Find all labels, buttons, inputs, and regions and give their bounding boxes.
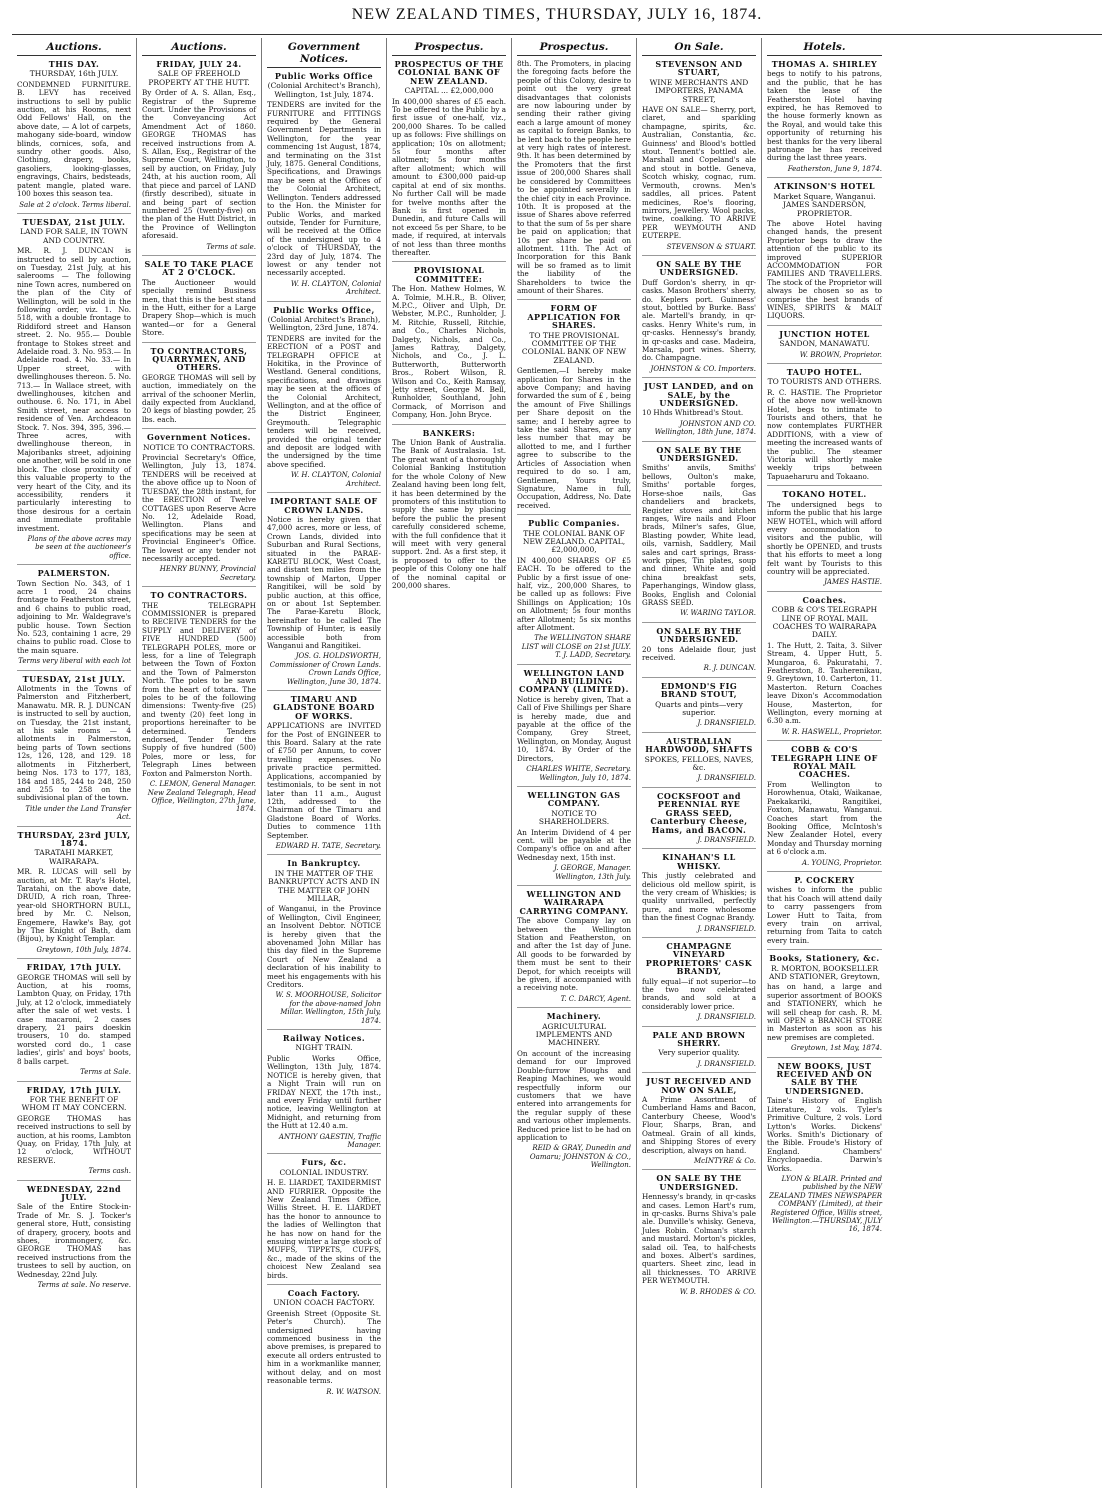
ad-title: PROVISIONAL COMMITTEE:	[413, 265, 485, 284]
ad-body: This justly celebrated and delicious old mellow spirit, is the very cream of Whiskies; is quality unrivalled, perfectly pure, and more wholesome than the finest Cognac Brandy.	[642, 871, 756, 923]
ad-body: GEORGE THOMAS will sell by Auction, at his rooms, Lambton Quay, on Friday, 17th July, at 12 o'clock, immediately after the sale of wet vests. 1 case macaroni, 2 cases drapery, 21 pairs doeskin trousers, 10 do. stamped worsted cord do., 1 case ladies', girls' and boys' boots, 8 balls carpet.	[17, 972, 131, 1066]
ad-divider	[17, 564, 131, 565]
ad-signature: Title under the Land Transfer Act.	[25, 804, 131, 822]
ad-subtitle: COLONIAL INDUSTRY.	[279, 1167, 369, 1177]
ad-title: Furs, &c.	[301, 1157, 347, 1168]
ad-divider	[642, 441, 756, 442]
ad-subtitle: TO TOURISTS AND OTHERS.	[767, 377, 882, 387]
advertisement	[17, 675, 131, 822]
ad-body: A Prime Assortment of Cumberland Hams and Bacon, Canterbury Cheese, Wood's Flour, Sharps, Bran, and Oatmeal. Grain of all kinds, and Shipping Stores of every description, always on hand.	[642, 1095, 756, 1155]
column-4	[387, 38, 512, 1488]
ad-subtitle: Quarts and pints—very superior.	[655, 699, 743, 718]
ad-subtitle: (Colonial Architect's Branch), Wellington, 23rd June, 1874.	[267, 314, 381, 333]
ad-title: FRIDAY, JULY 24.	[156, 59, 242, 69]
ad-title: COCKSFOOT and PERENNIAL RYE GRASS SEED, Canterbury Cheese, Hams, and BACON.	[650, 790, 748, 835]
advertisement	[267, 1289, 381, 1396]
ad-divider	[767, 949, 882, 950]
advertisement	[642, 942, 756, 1022]
ad-divider	[767, 740, 882, 741]
advertisement	[267, 1034, 381, 1149]
ad-signature: LYON & BLAIR. Printed and published by the NEW ZEALAND TIMES NEWSPAPER COMPANY (Limited), at their Registered Office, Willis street, Wellington.—THURSDAY, JULY 16, 1874.	[769, 1174, 882, 1234]
ad-title: Public Companies.	[528, 518, 620, 529]
ad-body: H. E. LIARDET, TAXIDERMIST AND FURRIER. Opposite the New Zealand Times Office, Willis Street. H. E. LIARDET has the honor to announce to the ladies of Wellington that he has now on hand for the ensuing winter a large stock of MUFFS, TIPPETS, CUFFS, &c., made of the skins of the choicest New Zealand sea birds.	[267, 1178, 381, 1280]
ad-title: Coach Factory.	[287, 1288, 361, 1299]
ad-signature: T. C. DARCY, Agent.	[560, 994, 631, 1003]
ad-title: STEVENSON AND STUART,	[655, 59, 743, 78]
ad-body: fully equal—if not superior—to the two now celebrated brands, and sold at a considerably lower price.	[642, 976, 756, 1011]
advertisement	[517, 60, 631, 295]
ad-subtitle: NIGHT TRAIN.	[295, 1043, 353, 1053]
ad-body: MR. R. J. DUNCAN is instructed to sell by auction, on Tuesday, 21st July, at his salerooms — The following nine Town acres, numbered on the plan of the City of Wellington, will be sold in the following order, viz. 1. No. 518, with a double frontage to Riddiford street and Hanson street. 2. No. 955.— Double frontage to Stokes street and Adelaide road. 3. No. 953.— In Adelaide road. 4. No. 33.— In Upper street, with dwellinghouses thereon. 5. No. 713.— In Wallace street, with dwellinghouses, kitchen and outhouse. 6. No. 171, in Abel Smith street, near access to residence of Ven. Archdeacon Stock. 7. Nos. 394, 395, 396.— Three acres, with dwellinghouse thereon, in Majoribanks street, adjoining one another, will be sold in one block. The close proximity of this valuable property to the very heart of the City, and its accessibility, renders it particularly interesting to those desirous for a certain and immediate profitable investment.	[17, 246, 131, 533]
ad-signature: Terms at sale. No reserve.	[37, 1281, 131, 1290]
ad-body: From Wellington to Horowhenua, Otaki, Waikanae, Paekakariki, Rangitikei, Foxton, Manawatu, Wanganui. Coaches start from the Booking Office, McIntosh's New Zealander Hotel, every Monday and Thursday morning at 6 o'clock a.m.	[767, 779, 882, 857]
ad-divider	[642, 677, 756, 678]
ad-body: Allotments in the Towns of Palmerston and Fitzherbert, Manawatu. MR. R. J. DUNCAN is instructed to sell by auction, on Tuesday, the 21st instant, at his sale rooms — 4 allotments in Palmerston, being parts of Town sections 12s, 126, 128, and 129. 18 allotments in Fitzherbert, being Nos. 173 to 177, 183, 184 and 185, 244 to 248, 250 and 255 to 258 on the subdivisional plan of the town.	[17, 684, 131, 803]
ad-title: ON SALE BY THE UNDERSIGNED.	[656, 444, 742, 464]
ad-title: JUST LANDED, and on SALE, by the UNDERSIGNED.	[644, 381, 754, 409]
ad-signature: Plans of the above acres may be seen at the auctioneer's office.	[27, 534, 131, 560]
ad-subtitle: TARATAHI MARKET, WAIRARAPA.	[34, 848, 114, 866]
ad-signature: C. LEMON, General Manager. New Zealand Telegraph, Head Office, Wellington, 27th June, 1874.	[147, 780, 256, 814]
ad-divider	[642, 848, 756, 849]
ad-divider	[142, 586, 256, 587]
ad-divider	[267, 301, 381, 302]
ad-divider	[642, 937, 756, 938]
section-heading: Prospectus.	[392, 38, 506, 56]
ad-signature: Greytown, 1st May, 1874.	[791, 1044, 882, 1053]
advertisement	[642, 1031, 756, 1069]
ad-body: 1. The Hutt, 2. Taita, 3. Silver Stream, 4. Upper Hutt, 5. Mungaroa, 6. Pakuratahi, 7. Featherston, 8. Tauherenikau, 9. Greytown, 10. Carterton, 11. Masterton. Return Coaches leave Dixon's Accommodation House, Masterton, for Wellington, every morning at 6.30 a.m.	[767, 640, 882, 726]
ad-divider	[517, 1007, 631, 1008]
advertisement	[392, 266, 506, 419]
ad-body: Provincial Secretary's Office, Wellington, July 13, 1874. TENDERS will be received at the above office up to Noon of TUESDAY, the 28th instant, for the ERECTION of Twelve COTTAGES upon Reserve Acre No. 12, Adelaide Road, Wellington. Plans and specifications may be seen at Provincial Engineer's Office. The lowest or any tender not necessarily accepted.	[142, 453, 256, 563]
ad-signature: W. WARING TAYLOR.	[680, 609, 756, 618]
ad-body: Smiths' anvils, Smiths' bellows, Oulton's make, Smiths' portable forges, Horse-shoe nails, Gas chandeliers and brackets, Register stoves and kitchen ranges, Wire nails and Floor brads, Milner's safes, Glue, Blasting powder, White lead, oils, varnish, Saddlery, Mail sales and cart springs, Brass-work pipes, Tin plates, soup and dinner, White and gold china breakfast sets, Paperhangings, Window glass, Books, English and Colonial GRASS SEED.	[642, 463, 756, 607]
advertisement	[517, 669, 631, 782]
ad-divider	[767, 485, 882, 486]
ad-divider	[17, 1180, 131, 1181]
ad-body: In 400,000 shares of £5 each. To be offered to the Public by a first issue of one-half, viz., 200,000 Shares. To be called up as follows: Five shillings on application; 10s on allotment; 5s four months after allotment; 5s four months after allotment; which will amount to £300,000 paid-up capital at end of six months. No further Call will be made for twelve months after the Bank is first opened in Dunedin, and future Calls will not exceed 5s per Share, to be made, if required, at intervals of not less than three months thereafter.	[392, 96, 507, 257]
advertisement	[642, 792, 756, 844]
column-1	[12, 38, 137, 1488]
column-2	[137, 38, 262, 1488]
ad-divider	[642, 1169, 756, 1170]
ad-subtitle: UNION COACH FACTORY.	[273, 1298, 375, 1308]
ad-title: Railway Notices.	[282, 1033, 366, 1044]
ad-body: The above Company lay on between the Wellington Station and Featherston, on and after the 1st day of June. All goods to be forwarded by them must be sent to their Depot, for which receipts will be given, if accompanied with a receiving note.	[517, 916, 631, 993]
ad-signature: Sale at 2 o'clock. Terms liberal.	[19, 200, 131, 209]
ad-signature: Featherston, June 9, 1874.	[787, 164, 882, 173]
ad-signature: A. YOUNG, Proprietor.	[802, 858, 882, 867]
column-7	[762, 38, 887, 1488]
ad-divider	[767, 591, 882, 592]
advertisement	[767, 876, 882, 945]
ad-signature: W. H. CLAYTON, Colonial Architect.	[290, 279, 381, 297]
ad-subtitle: SALE OF FREEHOLD PROPERTY AT THE HUTT.	[148, 69, 250, 87]
advertisement	[17, 831, 131, 955]
section-heading: Hotels.	[767, 38, 882, 56]
ad-divider	[517, 299, 631, 300]
ad-body: TENDERS are invited for the ERECTION of a POST and TELEGRAPH OFFICE at Hokitika, in the Province of Westland. General conditions, specifications, and drawings may be seen at the offices of the Colonial Architect, Wellington, and at the office of the District Engineer, Greymouth. Telegraphic tenders will be received, provided the original tender and deposit are lodged with the undersigned by the time above specified.	[267, 333, 381, 469]
ad-body: TENDERS are invited for the FURNITURE and FITTINGS required by the General Government Departments in Wellington, for the year commencing 1st August, 1874, and terminating on the 31st July, 1875. General Conditions, Specifications, and Drawings may be seen at the Offices of the Colonial Architect, Wellington. Tenders addressed to the Hon. the Minister for Public Works, and marked outside, Tender for Furniture, will be received at the Office of the undersigned up to 4 o'clock of THURSDAY, the 23rd day of July, 1874. The lowest or any tender not necessarily accepted.	[267, 100, 381, 278]
ad-divider	[267, 690, 381, 691]
ad-subtitle: SANDON, MANAWATU.	[779, 339, 870, 349]
advertisement	[392, 60, 506, 257]
ad-signature: Terms very liberal with each lot	[18, 657, 131, 666]
ad-divider	[267, 1153, 381, 1154]
ad-signature: JOS. G. HOLDSWORTH, Commissioner of Crown Lands. Crown Lands Office, Wellington, June 30, 1874.	[269, 652, 381, 686]
advertisement	[517, 304, 631, 510]
ad-title: THURSDAY, 23rd JULY, 1874.	[17, 829, 131, 848]
ad-title: KINAHAN'S LL WHISKY.	[662, 852, 736, 871]
advertisement	[267, 1158, 381, 1280]
ad-title: PALE AND BROWN SHERRY.	[652, 1029, 746, 1049]
ad-title: WELLINGTON AND WAIRARAPA CARRYING COMPANY.	[519, 888, 629, 916]
advertisement	[517, 1012, 631, 1169]
advertisement	[767, 745, 882, 867]
ad-divider	[267, 1284, 381, 1285]
advertisement	[642, 1077, 756, 1165]
advertisement	[767, 60, 882, 173]
ad-body: Duff Gordon's sherry, in qr-casks. Mason Brothers' sherry, do. Keplers port. Guinness' stout, bottled by Burke. Bass' ale. Martell's brandy, in qr-casks. Henry White's rum, in qr-casks. Hennessy's brandy, in qr-casks and case. Madeira, Marsala, port wines. Sherry, do. Champagne.	[642, 277, 756, 363]
ad-title: EDMOND'S FIG BRAND STOUT,	[660, 680, 738, 700]
ad-signature: JOHNSTON & CO. Importers.	[650, 364, 756, 373]
ad-signature: W. B. RHODES & CO.	[679, 1287, 756, 1296]
ad-signature: JAMES HASTIE.	[824, 578, 882, 587]
ad-body: The above Hotel having changed hands, the present Proprietor begs to draw the attention of the public to its improved SUPERIOR ACCOMMODATION FOR FAMILIES AND TRAVELLERS. The stock of the Proprietor will always be chosen so as to comprise the best brands of WINES, SPIRITS & MALT LIQUORS.	[767, 218, 882, 321]
ad-signature: J. DRANSFIELD.	[697, 1013, 756, 1022]
ad-title: Public Works Office,	[273, 304, 375, 315]
ad-divider	[267, 492, 381, 493]
ad-signature: ANTHONY GAESTIN, Traffic Manager.	[278, 1132, 381, 1149]
ad-title: NEW BOOKS, JUST RECEIVED AND ON SALE BY THE UNDERSIGNED.	[776, 1060, 873, 1096]
ad-body: The Union Bank of Australia. The Bank of Australasia. 1st. The great want of a thoroughly Colonial Banking Institution for the whole Colony of New Zealand having been long felt, it has been determined by the promoters of this institution to supply the same by placing before the public the present carefully considered scheme, with the full confidence that it will meet with very general support. 2nd. As a first step, it is proposed to offer to the people of this Colony one half of the nominal capital or 200,000 shares.	[392, 438, 506, 590]
ad-signature: REID & GRAY, Dunedin and Oamaru; JOHNSTON & CO., Wellington.	[529, 1144, 631, 1170]
ad-title: THIS DAY.	[48, 59, 100, 69]
advertisement	[517, 519, 631, 660]
ad-subtitle: WINE MERCHANTS AND IMPORTERS, PANAMA STREET,	[649, 77, 749, 104]
ad-divider	[392, 424, 506, 425]
ad-title: TAUPO HOTEL.	[786, 367, 863, 377]
advertisement	[142, 347, 256, 425]
section-heading: Government Notices.	[267, 38, 381, 68]
ad-subtitle: THURSDAY, 16th JULY.	[29, 69, 119, 79]
ad-body: Notice is hereby given, That a Call of Five Shillings per Share is hereby made, due and payable at the office of the Company, Grey Street, Wellington, on Monday, August 10, 1874. By Order of the Directors,	[517, 694, 631, 763]
advertisement	[642, 627, 756, 673]
ad-body: R. C. HASTIE. The Proprietor of the above now well-known Hotel, begs to intimate to Tourists and others, that he now contemplates FURTHER ADDITIONS, with a view of meeting the increased wants of the public. The steamer Victoria will shortly make weekly trips between Tapuaeharuru and Tokaano.	[767, 387, 882, 481]
advertisement	[17, 569, 131, 665]
ad-subtitle: NOTICE TO CONTRACTORS.	[142, 442, 256, 452]
advertisement	[267, 306, 381, 489]
section-heading: Auctions.	[17, 38, 131, 56]
ad-signature: The WELLINGTON SHARE LIST will CLOSE on 21st JULY. T. J. LADD, Secretary.	[521, 634, 631, 660]
ad-body: Notice is hereby given that 47,000 acres, more or less, of Crown Lands, divided into Suburban and Rural Sections, situated in the PARAE-KARETU BLOCK, West Coast, and distant ten miles from the township of Marton, Upper Rangitikei, will be sold by public auction, at this office, on or about 1st September. The Parae-Karetu Block, hereinafter to be called The Township of Hunter, is easily accessible both from Wanganui and Rangitikei.	[267, 514, 381, 650]
ad-body: GEORGE THOMAS will sell by auction, immediately on the arrival of the schooner Merlin, daily expected from Auckland, 20 kegs of blasting powder, 25 lbs. each.	[142, 372, 256, 424]
advertisement	[267, 859, 381, 1025]
ad-body: The undersigned begs to inform the public that his large NEW HOTEL, which will afford every accommodation to visitors and the public, will shortly be OPENED, and trusts that his efforts to meet a long felt want by Tourists to this country will be appreciated.	[767, 499, 882, 576]
newspaper-columns	[12, 38, 1102, 1488]
ad-title: PALMERSTON.	[37, 568, 111, 579]
advertisement	[142, 260, 256, 338]
ad-signature: Terms cash.	[88, 1167, 131, 1176]
ad-body: of Wanganui, in the Province of Wellington, Civil Engineer, an Insolvent Debtor. NOTICE is hereby given that the abovenamed John Millar has this day filed in the Supreme Court of New Zealand a declaration of his inability to meet his engagements with his Creditors.	[267, 904, 381, 990]
ad-signature: W. BROWN, Proprietor.	[799, 350, 882, 359]
ad-title: ON SALE BY THE UNDERSIGNED.	[656, 625, 742, 645]
ad-divider	[517, 514, 631, 515]
advertisement	[17, 1185, 131, 1290]
advertisement	[392, 429, 506, 591]
advertisement	[767, 182, 882, 321]
ad-title: ON SALE BY THE UNDERSIGNED.	[656, 258, 742, 278]
ad-title: THOMAS A. SHIRLEY	[771, 59, 878, 69]
ad-divider	[517, 885, 631, 886]
ad-title: PROSPECTUS OF THE COLONIAL BANK OF NEW ZEALAND.	[394, 59, 504, 86]
column-3	[262, 38, 387, 1488]
ad-title: BANKERS:	[422, 427, 476, 438]
ad-title: TO CONTRACTORS.	[150, 590, 248, 601]
ad-signature: J. DRANSFIELD.	[697, 835, 756, 844]
ad-divider	[642, 1026, 756, 1027]
ad-subtitle: AGRICULTURAL IMPLEMENTS AND MACHINERY.	[535, 1021, 613, 1048]
ad-body: Greenish Street (Opposite St. Peter's Church). The undersigned having commenced business in the above premises, is prepared to execute all orders entrusted to him in a workmanlike manner, without delay, and on most reasonable terms.	[267, 1308, 381, 1386]
advertisement	[767, 596, 882, 737]
advertisement	[517, 890, 631, 1003]
advertisement	[142, 60, 256, 251]
advertisement	[767, 954, 882, 1052]
ad-title: P. COCKERY	[794, 874, 855, 885]
ad-divider	[17, 1081, 131, 1082]
ad-body: Taine's History of English Literature, 2 vols. Tyler's Primitive Culture, 2 vols. Lord Lytton's Works. Dickens' Works. Smith's Dictionary of the Bible. Froude's History of England. Chambers' Encyclopaedia. Darwin's Works.	[767, 1096, 882, 1173]
ad-divider	[642, 622, 756, 623]
ad-body: 8th. The Promoters, in placing the foregoing facts before the people of this Colony, desire to point out the very great disadvantages that colonists are now labouring under by sending their rather giving each a large amount of money as capital to foreign Banks, to be lent back to the people here at very high rates of interest. 9th. It has been determined by the Promoters that the first issue of 200,000 Shares shall be considered by Committees to be appointed severally in the chief city in each Province. 10th. It is proposed at the issue of Shares above referred to that the sum of 5s per share be paid on application; that 10s per share be paid on allotment. 11th. The Act of Incorporation for this Bank will be so framed as to limit the liability of the Shareholders to twice the amount of their Shares.	[517, 59, 631, 295]
section-heading: On Sale.	[642, 38, 756, 56]
ad-subtitle: Market Square, Wanganui. JAMES SANDERSON, PROPRIETOR.	[773, 191, 876, 218]
ad-signature: W. S. MOORHOUSE, Solicitor for the above-named John Millar. Wellington, 15th July, 1874.	[275, 991, 381, 1025]
ad-divider	[767, 1057, 882, 1058]
ad-title: ON SALE BY THE UNDERSIGNED.	[656, 1173, 742, 1192]
ad-body: On account of the increasing demand for our Improved Double-furrow Ploughs and Reaping Machines, we would respectfully inform our customers that we have entered into arrangements for the regular supply of these and various other implements. Reduced price list to be had on application to	[517, 1048, 631, 1142]
advertisement	[642, 737, 756, 783]
ad-signature: J. DRANSFIELD.	[697, 719, 756, 728]
ad-body: Gentlemen,—I hereby make application for Shares in the above Company; and having forwarded the sum of £ , being the amount of Five Shillings per Share deposit on the same; and I hereby agree to take the said Shares, or any less number that may be allotted to me, and I further agree to subscribe to the Articles of Association when required to do so. I am, Gentlemen, Yours truly, Signature, Name in full, Occupation, Address, No. Date received.	[517, 366, 631, 510]
ad-title: TUESDAY, 21st JULY.	[22, 216, 126, 227]
ad-title: Machinery.	[546, 1011, 602, 1022]
ad-signature: JOHNSTON AND CO. Wellington, 18th June, 1874.	[654, 419, 756, 437]
ad-title: In Bankruptcy.	[287, 858, 361, 869]
ad-title: IMPORTANT SALE OF CROWN LANDS.	[270, 496, 378, 515]
ad-signature: HENRY BUNNY, Provincial Secretary.	[159, 565, 256, 582]
masthead: NEW ZEALAND TIMES, THURSDAY, JULY 16, 1874.	[351, 6, 763, 23]
ad-body: The Auctioneer would specially remind Business men, that this is the best stand in the Hutt, either for a Large Drapery Shop—which is much wanted—or for a General Store.	[142, 277, 256, 338]
ad-body: HAVE ON SALE— Sherry, port, claret, and sparkling champagne, spirits, &c. Australian, Constantia, &c. Guinness' and Blood's bottled stout. Tennent's bottled ale. Marshall and Copeland's ale and stout in bottle. Geneva, Scotch whisky, cognac, rum. Vermouth, crowns. Men's saddles, all prices. Patent medicines, Roe's flooring, mirrors, Jewellery. Wool packs, twine, coalking. TO ARRIVE PER WEYMOUTH AND EUTERPE.	[642, 105, 756, 241]
ad-title: TO CONTRACTORS, QUARRYMEN, AND OTHERS.	[150, 345, 248, 373]
ad-signature: Terms at sale.	[206, 242, 256, 251]
ad-signature: R. W. WATSON.	[326, 1387, 381, 1396]
ad-divider	[642, 787, 756, 788]
advertisement	[642, 682, 756, 728]
advertisement	[642, 260, 756, 373]
masthead-rule	[12, 34, 1102, 35]
ad-title: Coaches.	[802, 594, 847, 605]
ad-title: AUSTRALIAN HARDWOOD, SHAFTS	[645, 735, 753, 755]
ad-signature: W. H. CLAYTON, Colonial Architect.	[290, 471, 381, 488]
ad-subtitle: R. MORTON, BOOKSELLER AND STATIONER, Greytown,	[768, 963, 881, 981]
advertisement	[17, 1086, 131, 1176]
ad-body: GEORGE THOMAS has received instructions to sell by auction, at his rooms, Lambton Quay, on Friday, 17th July, at 12 o'clock, WITHOUT RESERVE.	[17, 1113, 131, 1165]
ad-signature: STEVENSON & STUART.	[666, 242, 756, 251]
ad-subtitle: SPOKES, FELLOES, NAVES, &c.	[644, 754, 754, 773]
ad-subtitle: NOTICE TO SHAREHOLDERS.	[538, 808, 610, 827]
advertisement	[642, 1174, 756, 1296]
ad-subtitle: COBB & CO'S TELEGRAPH LINE OF ROYAL MAIL COACHES TO WAIRARAPA DAILY.	[771, 605, 878, 640]
advertisement	[767, 330, 882, 359]
section-heading: Auctions.	[142, 38, 256, 56]
ad-subtitle: IN THE MATTER OF THE BANKRUPTCY ACTS AND IN THE MATTER OF JOHN MILLAR,	[268, 868, 380, 903]
ad-signature: Greytown, 10th July, 1874.	[36, 945, 131, 954]
ad-divider	[17, 670, 131, 671]
advertisement	[767, 1062, 882, 1234]
ad-signature: McINTYRE & Co.	[693, 1156, 756, 1165]
advertisement	[642, 853, 756, 933]
ad-title: JUST RECEIVED AND NOW ON SALE,	[646, 1076, 752, 1095]
ad-body: begs to notify to his patrons, and the public, that he has taken the lease of the Featherston Hotel having expired, he has Removed to the house formerly known as the Royal, and would take this opportunity of returning his best thanks for the very liberal patronage he has received during the last three years.	[767, 69, 882, 163]
ad-body: By Order of A. S. Allan, Esq., Registrar of the Supreme Court. Under the Provisions of the Conveyancing Act Amendment Act of 1860. GEORGE THOMAS has received instructions from A. S. Allan, Esq., Registrar of the Supreme Court, Wellington, to sell by auction, on Friday, July 24th, at his auction room, All that piece and parcel of LAND (firstly described), situate in and being part of section numbered 25 (twenty-five) on the plan of the Hutt District, in the Province of Wellington aforesaid.	[142, 88, 256, 241]
ad-signature: EDWARD H. TATE, Secretary.	[275, 841, 381, 850]
ad-divider	[642, 255, 756, 256]
ad-subtitle: FOR THE BENEFIT OF WHOM IT MAY CONCERN.	[21, 1094, 127, 1113]
ad-signature: J. GEORGE, Manager. Wellington, 13th July.	[553, 864, 631, 881]
advertisement	[642, 446, 756, 618]
ad-title: TIMARU AND GLADSTONE BOARD OF WORKS.	[273, 694, 375, 721]
advertisement	[142, 433, 256, 582]
ad-title: Public Works Office	[274, 71, 374, 81]
ad-title: WELLINGTON LAND AND BUILDING COMPANY (LIMITED).	[519, 667, 629, 695]
ad-signature: J. DRANSFIELD.	[697, 774, 756, 783]
ad-divider	[767, 325, 882, 326]
ad-divider	[17, 213, 131, 214]
advertisement	[267, 695, 381, 850]
ad-body: Public Works Office, Wellington, 13th July, 1874. NOTICE is hereby given, that a Night Train will run on FRIDAY NEXT, the 17th inst., and every Friday until further notice, leaving Wellington at Midnight, and returning from the Hutt at 12.40 a.m.	[267, 1053, 381, 1131]
ad-body: The Hon. Mathew Holmes, W. A. Tolmie, M.H.R., B. Oliver, M.P.C., Oliver and Ulph, Dr. Webster, M.P.C., Runholder, J. M. Ritchie, Russell, Ritchie, and Co., Charles Nichols, Dalgety, Nichols, and Co., James Rattray, Dalgety, Nichols, and Co., J. L. Butterworth, Butterworth Bros., Robert Wilson, R. Wilson and Co., Keith Ramsay, Jetty street, George M. Bell, Runholder, Southland, John Cormack, of Morrison and Company, Hon. John Bryce.	[392, 284, 506, 420]
ad-title: Government Notices.	[147, 432, 251, 443]
ad-divider	[142, 428, 256, 429]
ad-subtitle: Very superior quality.	[658, 1048, 740, 1058]
ad-title: FORM OF APPLICATION FOR SHARES.	[527, 303, 621, 331]
ad-body: has on hand, a large and superior assortment of BOOKS and STATIONERY, which he will sell cheap for cash. R. M. will OPEN a BRANCH STORE in Masterton as soon as his new premises are completed.	[767, 982, 882, 1042]
column-6	[637, 38, 762, 1488]
ad-body: IN 400,000 SHARES OF £5 EACH. To be offered to the Public by a first issue of one-half, viz., 200,000 Shares, to be called up as follows: Five Shillings on Application; 10s on Allotment; 5s four months after Allotment; 5s six months after Allotment.	[517, 555, 631, 632]
ad-divider	[517, 664, 631, 665]
ad-divider	[267, 1029, 381, 1030]
ad-subtitle: CAPITAL ... £2,000,000	[404, 86, 494, 96]
ad-title: COBB & CO'S TELEGRAPH LINE OF ROYAL MAIL COACHES.	[771, 744, 878, 780]
advertisement	[767, 490, 882, 586]
ad-divider	[767, 177, 882, 178]
advertisement	[142, 591, 256, 814]
advertisement	[767, 368, 882, 481]
ad-title: JUNCTION HOTEL	[779, 328, 870, 339]
ad-signature: J. DRANSFIELD.	[697, 924, 756, 933]
ad-title: CHAMPAGNE VINEYARD PROPRIETORS' CASK BRANDY,	[645, 940, 753, 977]
advertisement	[642, 382, 756, 436]
ad-divider	[517, 786, 631, 787]
ad-divider	[642, 377, 756, 378]
ad-subtitle: LAND FOR SALE, IN TOWN AND COUNTRY.	[20, 227, 128, 245]
ad-signature: J. DRANSFIELD.	[697, 1059, 756, 1068]
advertisement	[267, 497, 381, 686]
ad-body: 10 Hhds Whitbread's Stout.	[642, 408, 744, 418]
ad-body: CONDEMNED FURNITURE. B. LEVY has received instructions to sell by public auction, at his Rooms, next Odd Fellows' Hall, on the above date, — A lot of carpets, mahogany side-board, window blinds, cornices, sofa, and sundry other goods. Also, Clothing, drapery, books, gasoliers, looking-glasses, engravings, Chairs, bedsteads, patent mangle, plated ware. 100 boxes this season tea.	[17, 79, 131, 199]
ad-divider	[767, 871, 882, 872]
advertisement	[642, 60, 756, 251]
ad-title: ATKINSON'S HOTEL	[773, 181, 875, 192]
ad-title: TUESDAY, 21st JULY.	[22, 673, 126, 684]
ad-divider	[392, 261, 506, 262]
ad-divider	[17, 826, 131, 827]
ad-signature: W. R. HASWELL, Proprietor.	[781, 727, 882, 736]
advertisement	[17, 218, 131, 560]
ad-subtitle: TO THE PROVISIONAL COMMITTEE OF THE COLONIAL BANK OF NEW ZEALAND.	[521, 330, 627, 365]
section-heading: Prospectus.	[517, 38, 631, 56]
ad-body: Town Section No. 343, of 1 acre 1 rood, 24 chains frontage to Featherston street, and 6 chains to public road, adjoining to Mr. Waldegrave's public house. Town Section No. 523, containing 1 acre, 29 chains to public road. Close to the main square.	[17, 578, 131, 655]
ad-divider	[642, 732, 756, 733]
ad-signature: Terms at Sale.	[80, 1068, 131, 1077]
ad-title: FRIDAY, 17th JULY.	[26, 1084, 122, 1095]
ad-body: wishes to inform the public that his Coach will attend daily to carry passengers from Lower Hutt to Taita, from every train on arrival, returning from Taita to catch every train.	[767, 885, 882, 945]
ad-signature: CHARLES WHITE, Secretary. Wellington, July 10, 1874.	[526, 765, 631, 782]
ad-body: APPLICATIONS are INVITED for the Post of ENGINEER to this Board. Salary at the rate of £750 per Annum, to cover travelling expenses. No private practice permitted. Applications, accompanied by testimonials, to be sent in not later than 11 a.m., August 12th, addressed to the Chairman of the Timaru and Gladstone Board of Works. Duties to commence 11th September.	[267, 721, 381, 840]
ad-body: MR. R. LUCAS will sell by auction, at Mr. T. Ray's Hotel, Taratahi, on the above date, DRUID, A rich roan, Three-year-old SHORTHORN BULL, bred by Mr. C. Nelson, Engemere, Hawke's Bay, got by The Knight of Bath, dam (Bijou), by Knight Templar.	[17, 867, 131, 944]
ad-divider	[142, 342, 256, 343]
ad-title: WELLINGTON GAS COMPANY.	[527, 789, 621, 809]
ad-divider	[267, 854, 381, 855]
ad-divider	[142, 255, 256, 256]
advertisement	[17, 60, 131, 209]
column-5	[512, 38, 637, 1488]
advertisement	[267, 72, 381, 297]
ad-body: THE TELEGRAPH COMMISSIONER is prepared to RECEIVE TENDERS for the SUPPLY and DELIVERY of FIVE HUNDRED (500) TELEGRAPH POLES, more or less, for a line of Telegraph between the Town of Foxton and the Town of Palmerston North. The poles to be sawn from the heart of totara. The poles to be of the following dimensions: Twenty-five (25) and twenty (20) feet long in proportions hereinafter to be determined. Tenders endorsed, Tender for the Supply of five hundred (500) Poles, more or less, for Telegraph Lines between Foxton and Palmerston North.	[142, 600, 256, 778]
ad-title: FRIDAY, 17th JULY.	[26, 962, 122, 973]
ad-title: TOKANO HOTEL.	[782, 489, 867, 500]
ad-divider	[767, 363, 882, 364]
ad-title: WEDNESDAY, 22nd JULY.	[26, 1183, 122, 1202]
advertisement	[517, 791, 631, 881]
ad-body: An Interim Dividend of 4 per cent. will be payable at the Company's office on and after Wednesday next, 15th inst.	[517, 827, 631, 862]
ad-divider	[642, 1072, 756, 1073]
ad-subtitle: THE COLONIAL BANK OF NEW ZEALAND. CAPITAL, £2,000,000,	[522, 528, 626, 555]
ad-subtitle: (Colonial Architect's Branch), Wellington, 1st July, 1874.	[267, 81, 381, 99]
ad-body: 20 tons Adelaide flour, just received.	[642, 644, 756, 662]
advertisement	[17, 963, 131, 1076]
ad-body: Hennessy's brandy, in qr-casks and cases. Lemon Hart's rum, in qr-casks. Burns Shiva's pale ale. Dunville's whisky. Geneva, Jules Robin. Colman's starch and mustard. Morton's pickles, salad oil. Tea, to half-chests and boxes. Albert's sardines, quarters. Sheet zinc, lead in all thicknesses. TO ARRIVE PER WEYMOUTH.	[642, 1192, 756, 1286]
ad-title: Books, Stationery, &c.	[769, 953, 880, 964]
ad-divider	[17, 958, 131, 959]
ad-title: SALE TO TAKE PLACE AT 2 O'CLOCK.	[144, 258, 254, 278]
ad-body: Sale of the Entire Stock-in-Trade of Mr. S. J. Tocker's general store, Hutt, consisting of drapery, grocery, boots and shoes, ironmongery, &c. GEORGE THOMAS has received instructions from the trustees to sell by auction, on Wednesday, 22nd July.	[17, 1202, 131, 1279]
ad-signature: R. J. DUNCAN.	[703, 664, 756, 673]
